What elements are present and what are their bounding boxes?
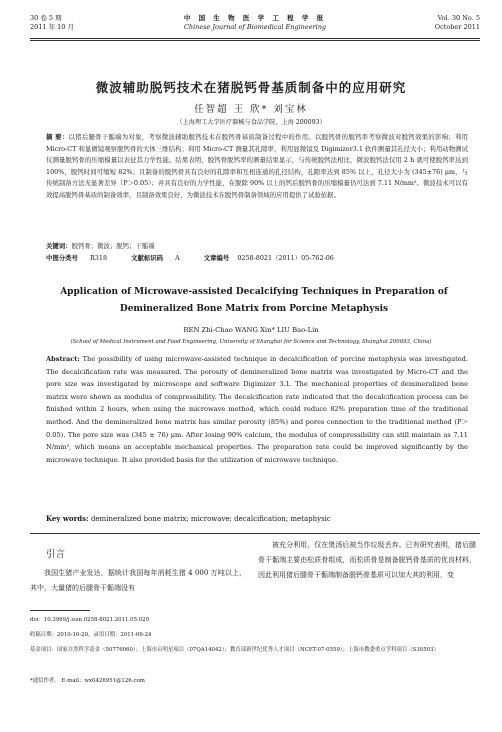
affiliation-en: (School of Medical Instrument and Food Engineering, University of Shanghai for Science and Technology, Shanghai 200093, China): [70, 339, 432, 345]
keywords-cn: [46, 241, 468, 253]
header-volume-cn: 30 卷 5 期 2011 年 10 月: [30, 14, 75, 31]
header-rule: [30, 38, 480, 39]
keywords-en-label: Key words:: [46, 514, 89, 523]
footnote-funding: 基金项目：国家自然科学基金（50776060）；上海市启明星项目（07QA14042）；教育部新世纪优秀人才项目（NCET-07-0559）；上海市教委重点学科项目（S30503）: [30, 647, 439, 653]
abstract-cn-text: 以猪后腿骨干骺端为对象，考察微波辅助脱钙技术在脱钙骨基质制备过程中的作用。以脱钙骨的脱钙率考察微波对脱钙效果的影响；利用 Micro-CT 和显微镜观察脱钙骨的大体三维结构；利用 Micro-CT 测量其孔隙率，利用显微镜及 Digimizer3.1 软件测量其孔径大小；利用动物测试仪测量脱钙骨的压缩模量以表征其力学性能。结果表明，脱钙骨脱钙率的测量结果显示，与传统脱钙法相比，微波脱钙法仅用 2 h 就可使脱钙率达到 100%，脱钙时间可缩短 82%；且制备的脱钙骨具有良好的孔隙率和互相连通的孔径结构，孔隙率达到 85% 以上，孔径大小为 (345±76) μm，与传统制备方法无显著差异（P＞0.05）；并具有良好的力学性能，在脱除 90% 以上的钙后脱钙骨的压缩模量仍可达到 7.11 N/mm²。微波技术可以有效提高脱钙骨基质的制备效率，且制备效果良好，为微波技术在脱钙骨制备领域的应用提供了试验依据。: [46, 133, 469, 199]
abstract-cn: [46, 132, 468, 202]
keywords-en-text: demineralized bone matrix; microwave; decalcification; metaphysic: [90, 515, 331, 523]
header-rule-thin: [30, 40, 480, 41]
classification-cn: 中图分类号 R318 文献标识码 A 文章编号 0258-8021（2011）05-762-06: [46, 254, 334, 262]
keywords-cn-text: 脱钙骨；微波；脱钙；干骺端: [71, 242, 155, 250]
footnote-doi: doi：10.3969/j.issn.0258-8021.2011.05.020: [30, 617, 150, 623]
footnote-corresponding: *通信作者。 E-mail：wx0426951@126.com: [30, 678, 145, 684]
body-column-left: 我国生猪产业发达，据统计我国每年消耗生猪 4 000 万吨以上，其中，大量猪的后腿骨干骺端没有: [30, 569, 246, 592]
footnote-dates: 收稿日期：2010-10-20，录用日期：2011-06-24: [30, 632, 152, 638]
article-title-cn: 微波辅助脱钙技术在猪脱钙骨基质制备中的应用研究: [95, 80, 407, 95]
affiliation-cn: （上海理工大学医疗器械与食品学院，上海 200093）: [176, 119, 326, 126]
authors-en: REN Zhi-Chao WANG Xin* LIU Bao-Lin: [183, 326, 319, 334]
header-volume-en: Vol. 30 No. 5 October 2011: [434, 14, 480, 31]
keywords-en: [46, 513, 468, 526]
section-rule: [30, 533, 480, 534]
abstract-en-text: The possibility of using microwave-assisted technique in decalcification of porcine metaphysis was investigated. The decalcification rate was measured. The porosity of demineralized bone matrix was investigated by Micro-CT and the pore size was investigated by microscope and software Digimizer 3.1. The mechanical properties of demineralized bone matrix were shown as modulus of compressibility. The decalcification rate indicated that the decalcification process can be finished within 2 hours, when using the microwave method, which could reduce 82% preparation time of the traditional method. And the demineralized bone matrix has similar porosity (85%) and pores connection to the traditional method (P＞0.05). The pore size was (345 ± 76) μm. After losing 90% calcium, the modulus of compressibility can still maintain as 7.11 N/mm², which means an acceptable mechanical properties. The preparation rate could be improved significantly by the microwave technique. It also provided basis for the utilization of microwave technique.: [46, 355, 468, 464]
journal-name: 中 国 生 物 医 学 工 程 学 报 Chinese Journal of Biomedical Engineering: [183, 14, 327, 31]
body-column-right: 被充分利用，仅在煲汤后被当作垃圾丢弃。已有研究表明，猪后腿骨干骺端主要由松质骨组成，而松质骨是制备脱钙骨基质的优良材料，因此利用猪后腿骨干骺端制备脱钙骨基质可以加大其的利用，变: [258, 541, 476, 579]
section-heading: 引言: [46, 549, 66, 560]
keywords-cn-label: 关键词：: [46, 242, 72, 250]
abstract-en: [46, 353, 468, 466]
running-header: [30, 14, 480, 38]
article-title-en: Application of Microwave-assisted Decalcifying Techniques in Preparation of Demineralized Bone Matrix from Porcine Metaphysis: [60, 287, 448, 314]
abstract-cn-label: 摘 要：: [46, 133, 69, 141]
authors-cn: 任智超 王 欣* 刘宝林: [194, 104, 308, 115]
abstract-en-label: Abstract:: [46, 355, 80, 363]
footnote-rule: [30, 610, 90, 611]
